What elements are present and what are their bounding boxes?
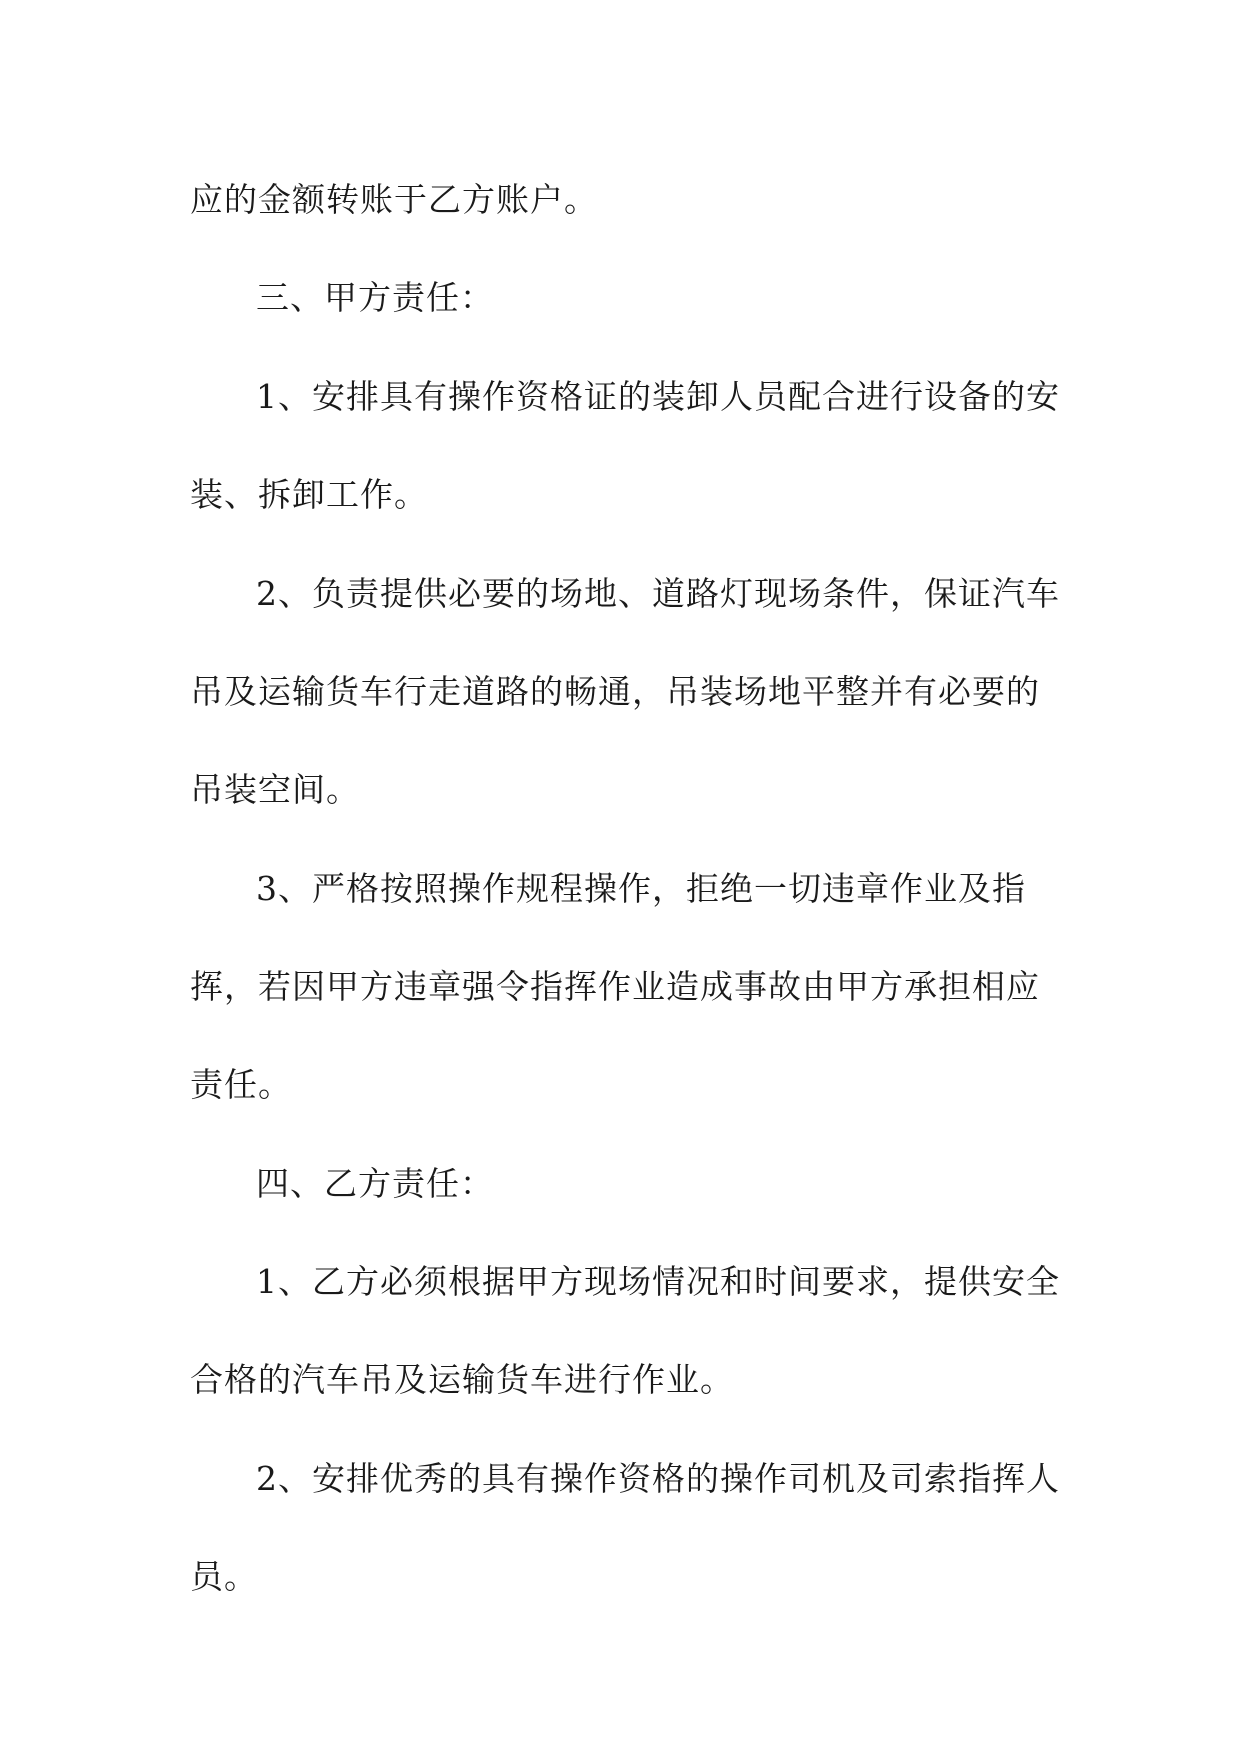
text-line: 1、乙方必须根据甲方现场情况和时间要求，提供安全 <box>256 1262 1060 1301</box>
section-heading: 四、乙方责任： <box>256 1164 494 1203</box>
text-line: 2、安排优秀的具有操作资格的操作司机及司索指挥人 <box>256 1459 1060 1498</box>
text-line: 挥，若因甲方违章强令指挥作业造成事故由甲方承担相应 <box>190 967 1040 1006</box>
text-line: 装、拆卸工作。 <box>190 475 428 514</box>
section-heading: 三、甲方责任： <box>256 278 494 317</box>
text-line: 员。 <box>190 1557 258 1596</box>
text-line: 应的金额转账于乙方账户。 <box>190 180 598 219</box>
text-line: 1、安排具有操作资格证的装卸人员配合进行设备的安 <box>256 377 1060 416</box>
text-line: 2、负责提供必要的场地、道路灯现场条件，保证汽车 <box>256 574 1060 613</box>
text-line: 吊及运输货车行走道路的畅通，吊装场地平整并有必要的 <box>190 672 1040 711</box>
text-line: 责任。 <box>190 1065 292 1104</box>
text-line: 吊装空间。 <box>190 770 360 809</box>
text-line: 3、严格按照操作规程操作，拒绝一切违章作业及指 <box>256 869 1026 908</box>
text-line: 合格的汽车吊及运输货车进行作业。 <box>190 1360 734 1399</box>
